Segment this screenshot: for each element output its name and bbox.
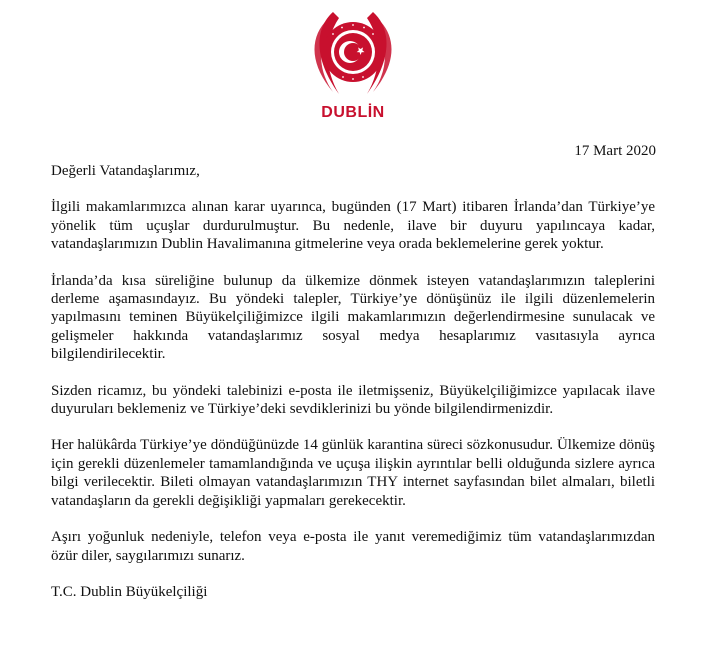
embassy-emblem-icon [295, 8, 411, 100]
paragraph-apology: Aşırı yoğunluk nedeniyle, telefon veya e-posta ile yanıt veremediğimiz tüm vatandaşlarımızdan özür diler, saygılarımızı sunarız. [51, 529, 655, 564]
signature: T.C. Dublin Büyükelçiliği [51, 583, 208, 600]
letter-body [51, 162, 655, 601]
paragraph-email-request: Sizden ricamız, bu yöndeki talebinizi e-posta ile iletmişseniz, Büyükelçiliğimizce yapılacak ilave duyuruları beklemeniz ve Türkiye’deki sevdiklerinizi bu yönde bilgilendirmenizdir. [51, 382, 655, 418]
paragraph-requests: İrlanda’da kısa süreliğine bulunup da ülkemize dönmek isteyen vatandaşlarımızın taleplerini derleme aşamasındayız. Bu yöndeki talepler, Türkiye’ye dönüşünüz ile ilgili düzenlemelerin yapılmasını teminen Büyükelçiliğimizce ilgili makamlarımızın değerlendirmesine sunulacak ve gelişmeler hakkında vatandaşlarımız sosyal medya hesaplarımız vasıtasıyla ayrıca bilgilendirilecektir. [51, 272, 655, 363]
paragraph-flights-suspended: İlgili makamlarımızca alınan karar uyarınca, bugünden (17 Mart) itibaren İrlanda’dan Türkiye’ye yönelik tüm uçuşlar durdurulmuştur. Bu nedenle, ilave bir duyuru yapılıncaya kadar, vatandaşlarımızın Dublin Havalimanına gitmelerine veya orada beklemelerine gerek yoktur. [51, 199, 655, 253]
salutation: Değerli Vatandaşlarımız, [51, 163, 200, 179]
letterhead [0, 0, 706, 135]
embassy-city-title: DUBLİN [321, 104, 385, 121]
letter-date: 17 Mart 2020 [574, 143, 656, 159]
paragraph-quarantine: Her halükârda Türkiye’ye döndüğünüzde 14 günlük karantina süreci sözkonusudur. Ülkemize dönüş için gerekli düzenlemeler tamamlandığında ve uçuşa ilişkin ayrıntılar belli olduğunda sizlere ayrıca bilgi verilecektir. Bileti olmayan vatandaşlarımızın THY internet sayfasından bilet almaları, biletli vatandaşların da gerekli değişikliği yapmaları gerekecektir. [51, 437, 655, 509]
